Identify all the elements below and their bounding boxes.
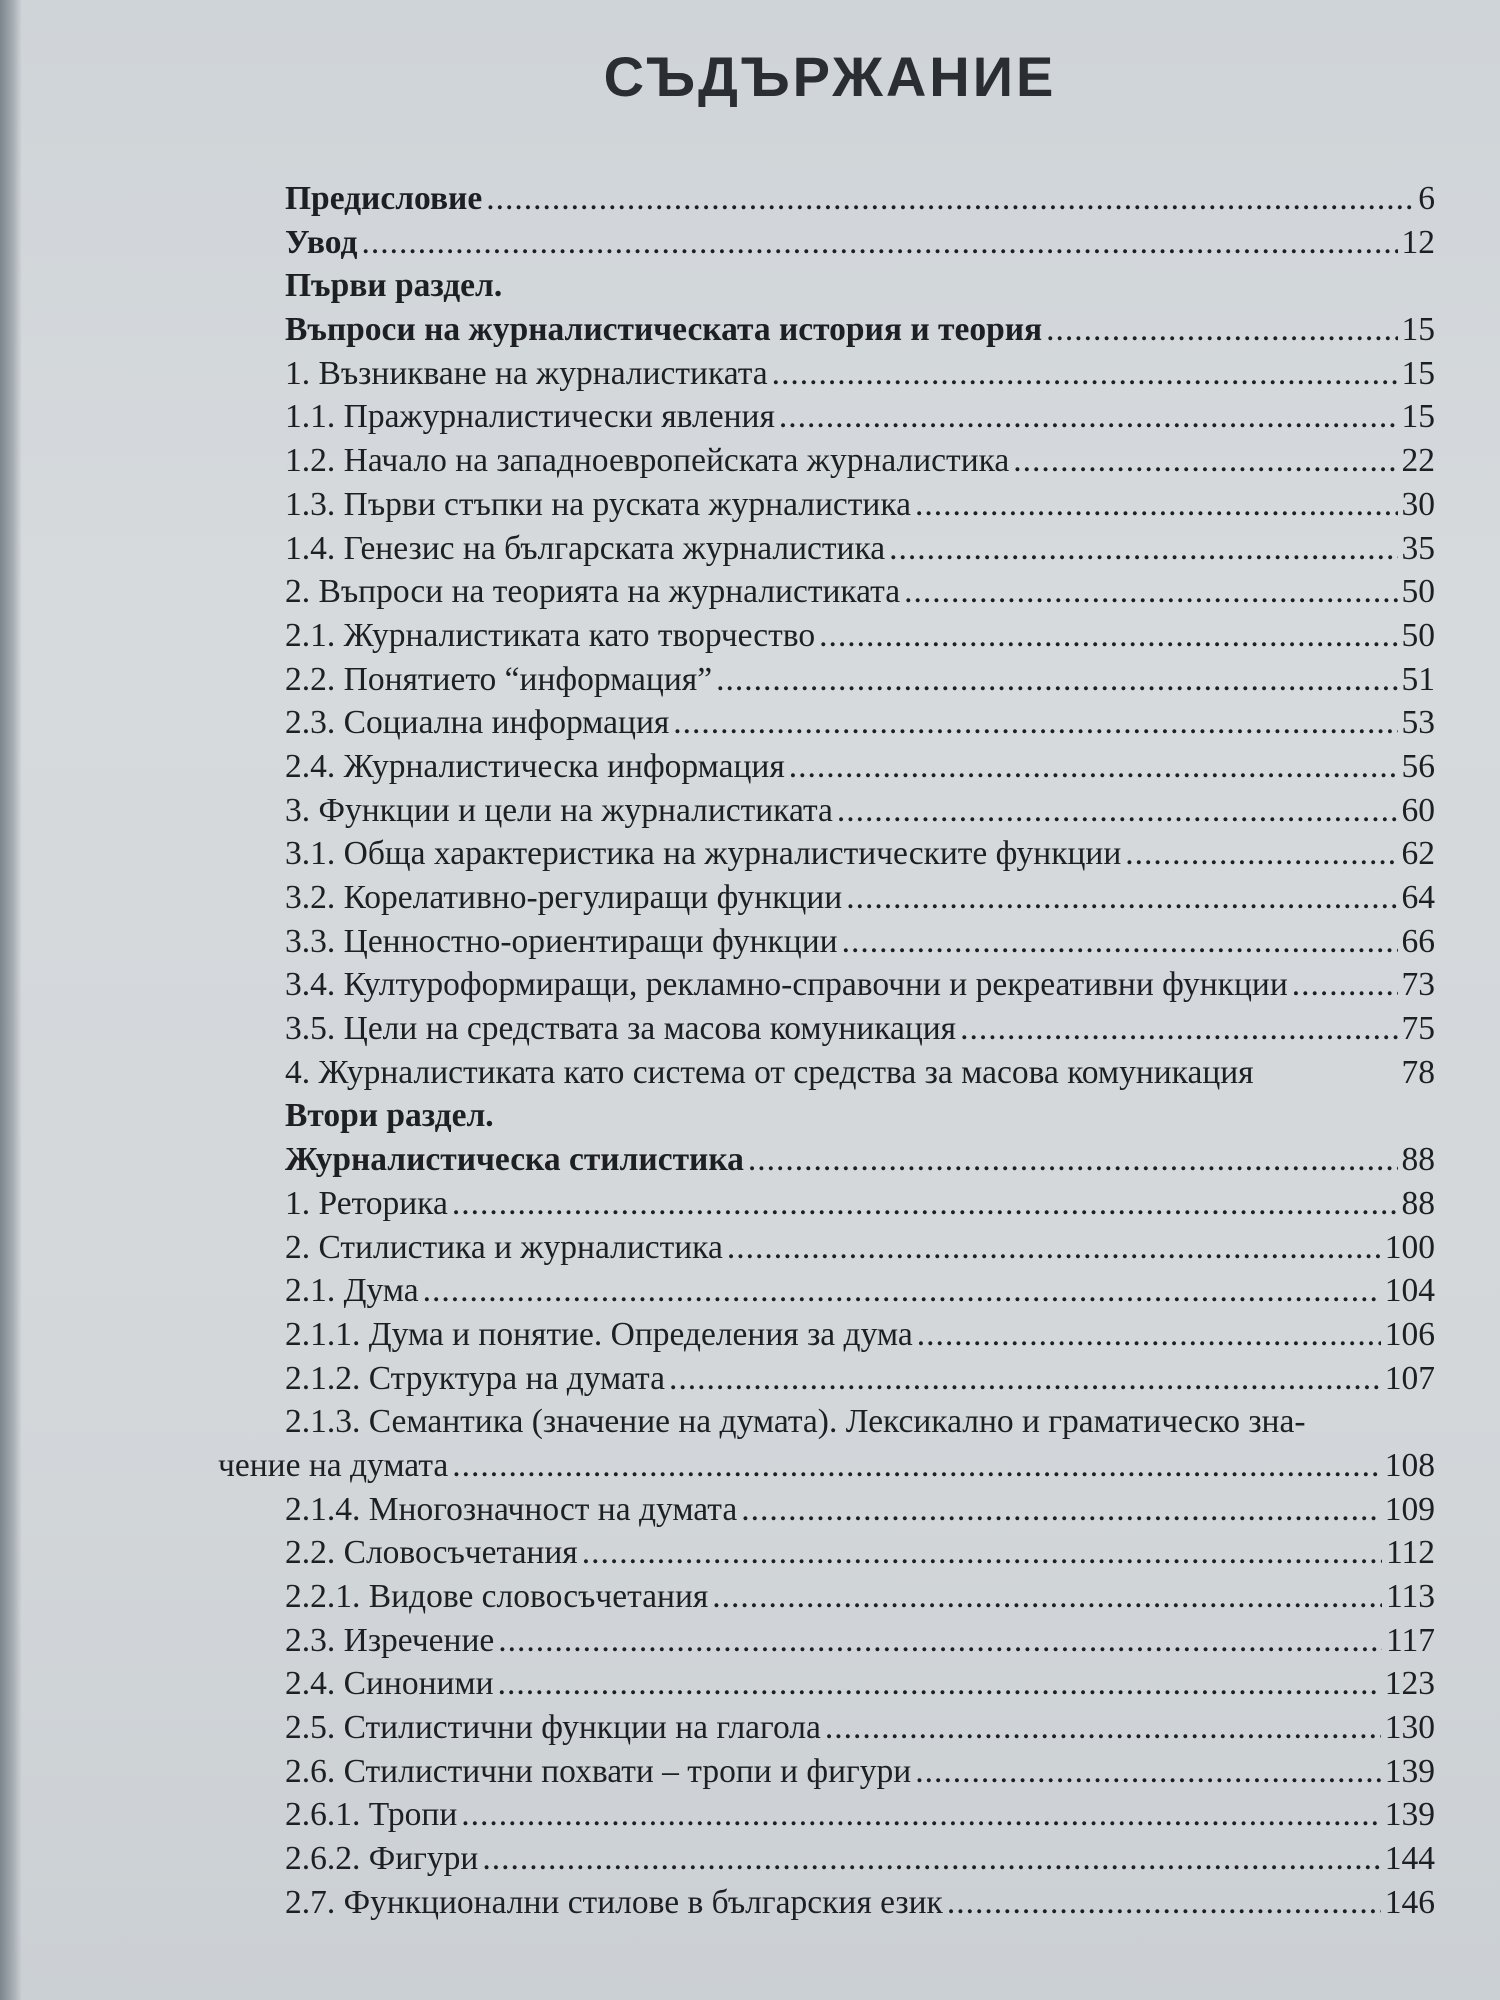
toc-leader-dots [846, 879, 1397, 917]
toc-page-number: 112 [1385, 1534, 1435, 1572]
toc-entry-label: 3.4. Културоформиращи, рекламно-справочни и рекреативни функции [285, 966, 1288, 1004]
toc-page-number: 123 [1384, 1665, 1435, 1703]
toc-entry [285, 486, 1435, 530]
toc-entry [285, 224, 1435, 268]
toc-entry [285, 1578, 1435, 1622]
toc-entry [285, 661, 1435, 705]
toc-leader-dots [837, 792, 1398, 830]
toc-entry-label: Въпроси на журналистическата история и теория [285, 311, 1043, 349]
toc-entry-label: 2.5. Стилистични функции на глагола [285, 1709, 821, 1747]
toc-leader-dots [669, 1360, 1381, 1398]
toc-page-number: 139 [1384, 1796, 1435, 1834]
page-title: СЪДЪРЖАНИЕ [603, 45, 1057, 108]
toc-entry-label: Предисловие [285, 180, 483, 217]
toc-entry-label: 3.1. Обща характеристика на журналистическите функции [285, 835, 1122, 873]
toc-leader-dots [889, 530, 1397, 568]
toc-leader-dots [915, 1753, 1381, 1791]
toc-entry [285, 311, 1435, 355]
toc-page-number: 75 [1401, 1010, 1435, 1048]
toc-page-number: 144 [1384, 1840, 1435, 1878]
toc-page-number: 104 [1384, 1272, 1435, 1310]
toc-entry-label: 3. Функции и цели на журналистиката [285, 791, 833, 829]
toc-leader-dots [452, 1447, 1381, 1485]
toc-entry [285, 879, 1435, 923]
toc-page-number: 139 [1384, 1752, 1435, 1790]
toc-page-number: 100 [1384, 1228, 1435, 1266]
toc-entry [285, 1709, 1435, 1753]
toc-entry-label: 2.6.2. Фигури [285, 1840, 479, 1878]
toc-entry [285, 835, 1435, 879]
toc-leader-dots [779, 398, 1398, 436]
toc-entry [285, 792, 1435, 836]
toc-leader-dots [960, 1010, 1397, 1048]
toc-entry [285, 1360, 1435, 1404]
toc-entry-label: 1.2. Начало на западноевропейската журналистика [285, 442, 1010, 480]
toc-entry-label: 2.2. Словосъчетания [285, 1534, 578, 1572]
toc-entry-label: 2.3. Изречение [285, 1621, 495, 1659]
toc-leader-dots [727, 1229, 1381, 1267]
toc-entry [285, 1316, 1435, 1360]
toc-entry-label: 1.1. Пражурналистически явления [285, 398, 775, 436]
toc-entry [285, 1491, 1435, 1535]
toc-entry [285, 267, 1435, 311]
toc-entry-label: 4. Журналистиката като система от средства за масова комуникация [285, 1053, 1254, 1091]
toc-entry [285, 1403, 1435, 1447]
toc-entry-label: 2.1.2. Структура на думата [285, 1359, 665, 1397]
toc-leader-dots [915, 486, 1398, 524]
toc-leader-dots [423, 1272, 1381, 1310]
toc-page-number: 62 [1401, 835, 1435, 873]
toc-entry-label: 1.4. Генезис на българската журналистика [285, 529, 886, 567]
toc-leader-dots [1292, 966, 1398, 1004]
toc-entry-label: 2.2.1. Видове словосъчетания [285, 1578, 709, 1615]
toc-leader-dots [819, 617, 1397, 655]
toc-entry-label: 2.7. Функционални стилове в българския език [285, 1883, 943, 1921]
toc-page-number: 66 [1401, 922, 1435, 960]
toc-entry [285, 355, 1435, 399]
toc-page-number: 50 [1401, 616, 1435, 654]
toc-entry [285, 1010, 1435, 1054]
toc-entry [285, 617, 1435, 661]
toc-page-number: 88 [1401, 1141, 1435, 1179]
toc-entry [285, 1141, 1435, 1185]
toc-entry [285, 1884, 1435, 1928]
toc-entry-label: 2.3. Социална информация [285, 704, 670, 742]
toc-entry [285, 1185, 1435, 1229]
toc-entry [285, 1753, 1435, 1797]
table-of-contents [218, 180, 1435, 1928]
toc-entry-label: 2.2. Понятието “информация” [285, 660, 713, 698]
toc-leader-dots [461, 1796, 1380, 1834]
toc-page-number: 146 [1384, 1883, 1435, 1921]
toc-page-number: 60 [1401, 791, 1435, 829]
toc-entry-label: 1. Реторика [285, 1184, 448, 1222]
toc-leader-dots [582, 1534, 1382, 1572]
toc-entry [285, 180, 1435, 224]
toc-entry-label: 1.3. Първи стъпки на руската журналистика [285, 485, 911, 523]
toc-page-number: 51 [1401, 660, 1435, 698]
toc-entry [285, 1796, 1435, 1840]
toc-entry-label: 2.6.1. Тропи [285, 1796, 458, 1834]
toc-entry [285, 442, 1435, 486]
toc-entry-label: Журналистическа стилистика [285, 1141, 744, 1179]
toc-leader-dots [748, 1141, 1398, 1179]
toc-page-number: 53 [1401, 704, 1435, 742]
toc-page-number: 130 [1384, 1709, 1435, 1747]
toc-entry [285, 530, 1435, 574]
toc-entry [285, 1534, 1435, 1578]
toc-leader-dots [716, 661, 1397, 699]
toc-entry-label: 1. Възникване на журналистиката [285, 354, 768, 392]
toc-entry-label: 2.1. Дума [285, 1272, 419, 1310]
toc-page-number: 109 [1384, 1490, 1435, 1528]
toc-leader-dots [673, 704, 1397, 742]
toc-page-number: 15 [1401, 311, 1435, 349]
toc-entry-label: 2.6. Стилистични похвати – тропи и фигури [285, 1752, 912, 1790]
toc-page-number: 78 [1401, 1053, 1435, 1091]
toc-leader-dots [947, 1884, 1381, 1922]
toc-entry [285, 1097, 1435, 1141]
page-binding-shadow [0, 0, 22, 2000]
toc-entry-label: 2. Въпроси на теорията на журналистиката [285, 573, 901, 611]
toc-page-number: 15 [1401, 354, 1435, 392]
toc-leader-dots [842, 923, 1398, 961]
toc-entry-label: 2.4. Синоними [285, 1665, 494, 1703]
toc-entry-label: 2.1. Журналистиката като творчество [285, 616, 816, 654]
toc-page-number: 6 [1418, 180, 1435, 217]
toc-page-number: 12 [1401, 223, 1435, 261]
toc-entry [285, 923, 1435, 967]
toc-entry-label: Увод [285, 223, 358, 261]
toc-entry-label: 2. Стилистика и журналистика [285, 1228, 723, 1266]
toc-page-number: 56 [1401, 747, 1435, 785]
toc-entry [285, 398, 1435, 442]
toc-page-number: 107 [1384, 1359, 1435, 1397]
toc-page-number: 30 [1401, 485, 1435, 523]
toc-entry [285, 1272, 1435, 1316]
toc-page-number: 50 [1401, 573, 1435, 611]
toc-leader-dots [1125, 835, 1397, 873]
toc-entry [218, 1447, 1435, 1491]
toc-leader-dots [452, 1185, 1398, 1223]
toc-entry-label: 3.3. Ценностно-ориентиращи функции [285, 922, 838, 960]
toc-entry-label: Втори раздел. [285, 1097, 494, 1135]
toc-entry [285, 1665, 1435, 1709]
toc-page-number: 73 [1401, 966, 1435, 1004]
toc-leader-dots [486, 180, 1414, 218]
toc-leader-dots [789, 748, 1398, 786]
toc-page-number: 64 [1401, 879, 1435, 916]
toc-leader-dots [917, 1316, 1381, 1354]
toc-page-number: 108 [1384, 1446, 1435, 1484]
toc-entry [285, 704, 1435, 748]
toc-page-number: 35 [1401, 529, 1435, 567]
toc-entry [285, 1229, 1435, 1273]
toc-leader-dots [361, 224, 1397, 262]
toc-entry [285, 1840, 1435, 1884]
toc-leader-dots [712, 1578, 1382, 1616]
toc-entry-label: Първи раздел. [285, 267, 503, 305]
toc-leader-dots [904, 573, 1397, 611]
toc-leader-dots [741, 1491, 1381, 1529]
toc-page-number: 113 [1385, 1578, 1435, 1615]
toc-page-number: 117 [1385, 1621, 1435, 1659]
toc-entry [285, 1054, 1435, 1098]
toc-leader-dots [498, 1665, 1381, 1703]
toc-entry-label: 3.2. Корелативно-регулиращи функции [285, 879, 843, 916]
toc-entry [285, 966, 1435, 1010]
toc-entry [285, 748, 1435, 792]
toc-entry [285, 1622, 1435, 1666]
toc-entry [285, 573, 1435, 617]
toc-leader-dots [482, 1840, 1380, 1878]
toc-entry-label: 2.1.3. Семантика (значение на думата). Лексикално и граматическо зна- [285, 1403, 1306, 1441]
toc-page-number: 106 [1384, 1315, 1435, 1353]
toc-page-number: 15 [1401, 398, 1435, 436]
toc-entry-label: 2.4. Журналистическа информация [285, 747, 785, 785]
toc-leader-dots [825, 1709, 1381, 1747]
toc-entry-label: 3.5. Цели на средствата за масова комуникация [285, 1010, 957, 1048]
toc-leader-dots [498, 1622, 1382, 1660]
toc-leader-dots [1013, 442, 1397, 480]
toc-entry-label: 2.1.4. Многозначност на думата [285, 1490, 738, 1528]
toc-entry-label: чение на думата [218, 1446, 449, 1484]
toc-entry-label: 2.1.1. Дума и понятие. Определения за дума [285, 1315, 913, 1353]
toc-page-number: 22 [1401, 442, 1435, 480]
toc-page-number: 88 [1401, 1184, 1435, 1222]
toc-leader-dots [772, 355, 1398, 393]
toc-leader-dots [1046, 311, 1397, 349]
